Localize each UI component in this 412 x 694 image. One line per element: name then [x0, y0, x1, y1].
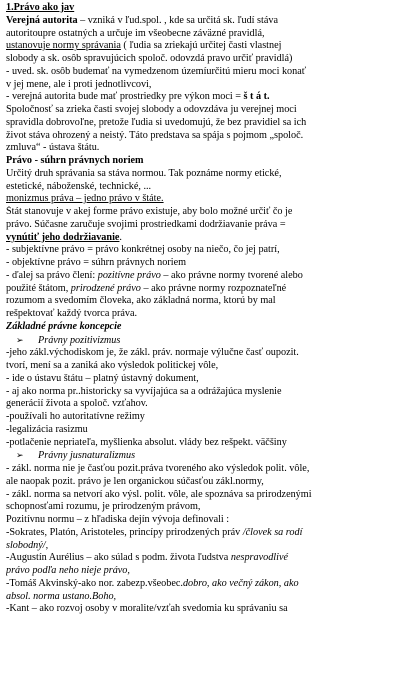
text-line — [6, 104, 406, 117]
text-line — [6, 117, 406, 130]
text-line — [6, 91, 406, 104]
text-line — [6, 142, 406, 155]
text-line — [6, 411, 406, 424]
text-line — [6, 181, 406, 194]
text-segment: - ide o ústavu štátu – platný ústavný dokument, — [6, 372, 199, 384]
text-line — [6, 232, 406, 245]
text-line — [6, 501, 406, 514]
text-segment: rozumom a svedomím človeka, ako základná norma, ktorú by mal — [6, 295, 276, 307]
text-segment: - verejná autorita bude mať prostriedky pre výkon moci = — [6, 91, 244, 103]
text-segment: -potlačenie nepriateľa, myšlienka absolut. vlády bez rešpekt. väčšiny — [6, 436, 287, 448]
text-segment: - uved. sk. osôb budemať na vymedzenom územíurčitú mieru moci konať — [6, 65, 307, 77]
text-line — [6, 321, 406, 334]
text-segment: generácií života a spoloč. vzťahov. — [6, 398, 148, 410]
text-line — [6, 463, 406, 476]
text-segment: Verejná autorita — [6, 14, 78, 26]
text-segment: Pozitívnu normu – z hľadiska dejín vývoja definovali : — [6, 514, 230, 525]
text-segment: absol. norma ustano.Boho, — [6, 590, 117, 602]
text-segment: Právo - súhrn právnych noriem — [6, 155, 144, 166]
text-segment: – ako právne normy tvorené alebo — [160, 269, 303, 281]
text-line — [6, 270, 406, 283]
text-line — [6, 591, 406, 604]
text-segment: tvorí, mení sa a zaniká ako výsledok politickej vôle, — [6, 360, 219, 371]
text-line — [6, 489, 406, 502]
text-line — [6, 386, 406, 399]
text-line — [6, 15, 406, 28]
text-segment: š t á t. — [243, 91, 270, 103]
text-line — [6, 540, 406, 553]
text-line — [6, 424, 406, 437]
text-line — [6, 308, 406, 321]
text-segment: ustanovuje normy správania — [6, 40, 121, 52]
text-segment: ale naopak pozit. právo je len organickou súčasťou zákl.normy, — [6, 475, 264, 487]
text-line — [6, 449, 406, 463]
text-segment: - ďalej sa právo člení: — [6, 269, 98, 281]
text-segment: Štát stanovuje v akej forme právo existuje, aby bolo možné určiť čo je — [6, 206, 293, 217]
text-line — [6, 130, 406, 143]
text-segment: zmluva“ - ústava štátu. — [6, 142, 100, 154]
text-segment: . — [119, 231, 122, 243]
text-line — [6, 28, 406, 41]
text-line — [6, 603, 406, 616]
text-line — [6, 244, 406, 257]
text-line — [6, 66, 406, 79]
arrow-bullet-icon: ➢ — [16, 334, 24, 345]
text-segment: pozitívne právo — [97, 269, 161, 281]
text-line — [6, 168, 406, 181]
text-segment: - zákl. norma nie je časťou pozit.práva tvoreného ako výsledok polit. vôle, — [6, 463, 310, 474]
text-line — [6, 360, 406, 373]
text-line — [6, 578, 406, 591]
document-title: 1.Právo ako jav — [6, 2, 75, 13]
text-segment: právo podľa neho nieje právo, — [6, 565, 130, 576]
text-line — [6, 476, 406, 489]
text-segment: ( ľudia sa zriekajú určitej časti vlastnej — [120, 40, 282, 52]
document-body — [6, 15, 406, 616]
text-segment: vynútiť jeho dodržiavanie — [6, 231, 120, 243]
text-segment: dobro, ako večný zákon, ako — [182, 577, 299, 589]
text-segment: Určitý druh správania sa stáva normou. Tak poznáme normy etické, — [6, 167, 282, 179]
text-segment: monizmus práva – jedno právo v štáte. — [6, 193, 164, 205]
text-segment: autoritoupre ostatných a určuje im všeobecne záväzné pravidlá, — [6, 27, 265, 39]
text-segment: – vzniká v ľud.spol. , kde sa určitá sk. ľudí stáva — [77, 14, 278, 26]
text-line — [6, 219, 406, 232]
text-segment: Právny jusnaturalizmus — [38, 450, 136, 462]
text-segment: rešpektovať každý tvorca práva. — [6, 308, 138, 319]
text-segment: - subjektívne právo = právo konkrétnej osoby na niečo, čo jej patrí, — [6, 244, 280, 256]
text-line — [6, 283, 406, 296]
text-line — [6, 347, 406, 360]
text-segment: /človek sa rodí — [242, 526, 303, 538]
text-segment: estetické, náboženské, technické, ... — [6, 180, 152, 192]
text-line — [6, 193, 406, 206]
text-line — [6, 206, 406, 219]
text-segment: - zákl. norma sa netvorí ako výsl. polit. vôle, ale spoznáva sa prirodzenými — [6, 488, 312, 500]
text-segment: nespravodlivé — [230, 552, 289, 564]
text-segment: - objektívne právo = súhrn právnych noriem — [6, 257, 187, 268]
text-segment: slobody a sk. osôb spravujúcich spoloč. odovzdá pravo určiť pravidlá) — [6, 53, 293, 64]
text-segment: Právny pozitivizmus — [38, 334, 121, 346]
text-line — [6, 373, 406, 386]
text-line — [6, 79, 406, 92]
text-line — [6, 527, 406, 540]
text-segment: prirodzené právo — [70, 282, 141, 294]
text-line — [6, 295, 406, 308]
text-segment: Spoločnosť sa zrieka časti svojej slobody a odovzdáva ju verejnej moci — [6, 104, 297, 115]
text-segment: -Kant – ako rozvoj osoby v moralite/vzťah svedomia ku správaniu sa — [6, 603, 288, 615]
text-segment: slobodný/, — [6, 539, 49, 551]
text-segment: Základné právne koncepcie — [6, 320, 122, 332]
text-segment: právo. Súčasne zaručuje svojimi prostriedkami dodržiavanie práva = — [6, 218, 286, 230]
text-line — [6, 155, 406, 168]
text-segment: život stáva ohrozený a neistý. Táto predstava sa spája s pojmom „spoloč. — [6, 129, 304, 141]
text-line — [6, 514, 406, 527]
text-line — [6, 40, 406, 53]
text-line — [6, 398, 406, 411]
text-segment: v jej mene, ale i proti jednotlivcovi, — [6, 78, 152, 90]
text-segment: - aj ako norma pr..historicky sa vyvíjajúca sa a odrážajúca myslenie — [6, 385, 282, 397]
text-segment: spravidla dobrovoľne, pretože ľudia si uvedomujú, že bez pravidiel sa ich — [6, 116, 307, 128]
text-line — [6, 437, 406, 450]
text-line — [6, 53, 406, 66]
text-line — [6, 565, 406, 578]
text-segment: -Tomáš Akvinský-ako nor. zabezp.všeobec. — [6, 577, 183, 589]
text-segment: -legalizácia rasizmu — [6, 423, 88, 435]
text-line — [6, 257, 406, 270]
text-segment: schopnosťami rozumu, je prirodzeným právom, — [6, 501, 201, 513]
text-segment: -Augustín Aurélius – ako súlad s podm. života ľudstva — [6, 552, 231, 564]
text-segment: použité štátom, — [6, 282, 71, 294]
text-segment: – ako právne normy rozpoznateľné — [140, 282, 287, 294]
text-segment: -Sokrates, Platón, Aristoteles, princípy prirodzených práv — [6, 526, 243, 538]
text-line — [6, 334, 406, 348]
text-segment: -používali ho autoritatívne režimy — [6, 411, 145, 422]
text-line — [6, 552, 406, 565]
text-segment: -jeho zákl.východiskom je, že zákl. práv. normaje výlučne časť oupozit. — [6, 347, 299, 359]
arrow-bullet-icon: ➢ — [16, 450, 24, 461]
